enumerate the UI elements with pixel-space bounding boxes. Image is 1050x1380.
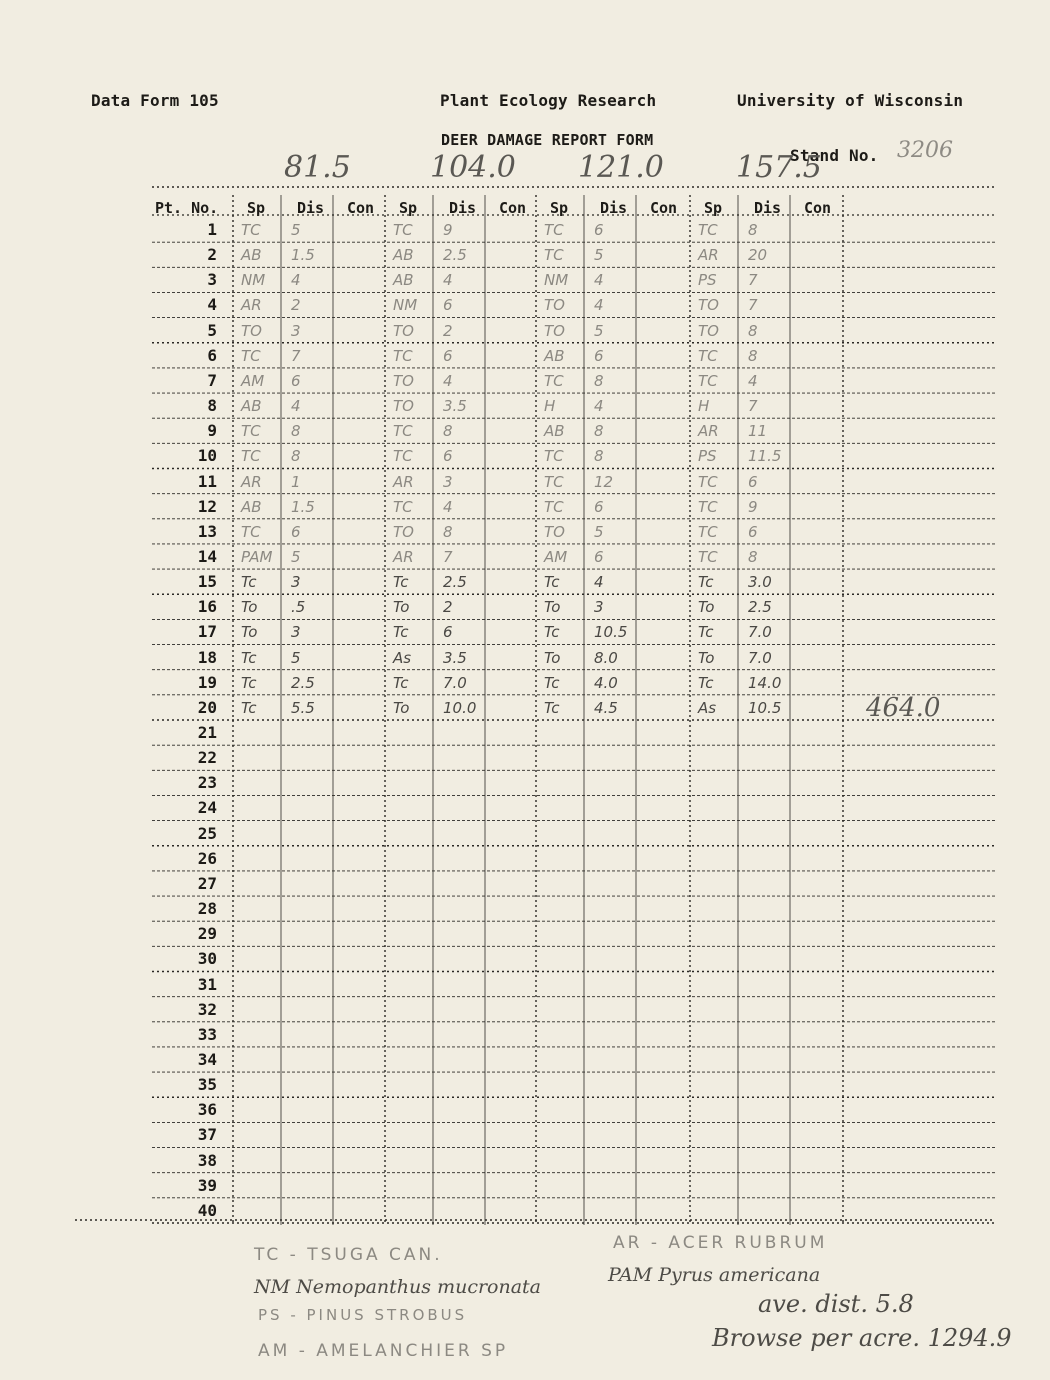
legend-tc: TC - TSUGA CAN. — [254, 1245, 443, 1265]
cell-dis: 3.0 — [748, 573, 772, 592]
cell-sp: Tc — [393, 573, 409, 592]
cell-dis: 3 — [291, 321, 301, 340]
point-number: 27 — [197, 873, 217, 893]
cell-dis: 5 — [291, 547, 301, 566]
cell-dis: 6 — [748, 472, 758, 491]
point-number: 38 — [197, 1150, 217, 1170]
cell-dis: 6 — [594, 346, 604, 365]
cell-sp: As — [698, 698, 717, 717]
cell-sp: PAM — [241, 547, 273, 566]
point-number: 21 — [197, 723, 217, 742]
cell-dis: 5 — [291, 221, 301, 239]
cell-dis: 7 — [291, 346, 301, 365]
cell-sp: Tc — [544, 673, 560, 692]
cell-dis: 4 — [443, 371, 453, 390]
university-label: University of Wisconsin — [737, 91, 964, 110]
cell-dis: 20 — [748, 246, 768, 265]
cell-dis: 4 — [594, 397, 604, 416]
stand-label: Stand No. — [790, 146, 879, 165]
cell-sp: Tc — [241, 648, 257, 667]
legend-ar: AR - ACER RUBRUM — [613, 1233, 828, 1253]
cell-sp: TC — [241, 221, 261, 239]
cell-sp: TC — [544, 497, 564, 516]
cell-sp: AR — [698, 246, 719, 265]
cell-dis: 5 — [291, 648, 301, 667]
average-distance: ave. dist. 5.8 — [758, 1290, 914, 1318]
point-number: 26 — [197, 848, 217, 868]
cell-sp: To — [698, 648, 715, 667]
column-total: 81.5 — [284, 150, 351, 185]
cell-sp: TC — [698, 547, 718, 566]
cell-sp: AB — [241, 246, 262, 265]
legend-am: AM - AMELANCHIER SP — [258, 1341, 509, 1361]
point-number: 5 — [207, 320, 217, 340]
cell-sp: TO — [544, 296, 565, 315]
point-number: 24 — [197, 798, 217, 818]
point-number: 14 — [197, 546, 217, 566]
cell-dis: 7 — [748, 397, 758, 416]
cell-dis: 2.5 — [748, 598, 772, 617]
legend-pam: PAM Pyrus americana — [608, 1264, 821, 1286]
cell-dis: 4 — [748, 371, 758, 390]
cell-sp: To — [544, 598, 561, 617]
point-number: 32 — [197, 999, 217, 1019]
point-number: 6 — [207, 345, 217, 365]
cell-sp: Tc — [393, 623, 409, 642]
cell-dis: 8 — [594, 371, 604, 390]
cell-dis: 2 — [443, 321, 453, 340]
point-number: 16 — [197, 597, 217, 617]
cell-dis: 8 — [748, 547, 758, 566]
column-header-con: Con — [804, 199, 832, 217]
cell-dis: 6 — [443, 447, 453, 466]
grand-total: 464.0 — [866, 693, 941, 723]
cell-dis: 6 — [594, 221, 604, 239]
cell-sp: As — [393, 648, 412, 667]
cell-sp: Tc — [698, 573, 714, 592]
column-header-dis: Dis — [754, 199, 782, 217]
cell-sp: AB — [241, 497, 262, 516]
cell-sp: TC — [544, 221, 564, 239]
cell-dis: 1.5 — [291, 246, 315, 265]
legend-nm: NM Nemopanthus mucronata — [254, 1276, 542, 1298]
cell-dis: 7.0 — [748, 648, 772, 667]
point-number: 20 — [197, 697, 217, 717]
cell-dis: 8 — [594, 422, 604, 441]
research-label: Plant Ecology Research — [440, 91, 657, 110]
cell-dis: 2.5 — [291, 673, 315, 692]
point-number: 12 — [197, 496, 217, 516]
cell-dis: 4.0 — [594, 673, 618, 692]
cell-dis: 8 — [748, 221, 758, 239]
cell-dis: 14.0 — [748, 673, 782, 692]
cell-sp: Tc — [241, 573, 257, 592]
cell-sp: AR — [698, 422, 719, 441]
cell-sp: AM — [241, 371, 265, 390]
point-number: 10 — [197, 446, 217, 466]
cell-dis: 8 — [443, 522, 453, 541]
point-number: 2 — [207, 245, 217, 265]
cell-dis: 8 — [443, 422, 453, 441]
column-header-dis: Dis — [297, 199, 325, 217]
form-title: DEER DAMAGE REPORT FORM — [441, 131, 654, 149]
point-number: 28 — [197, 899, 217, 919]
cell-dis: 8 — [594, 447, 604, 466]
cell-sp: TC — [393, 221, 413, 239]
cell-sp: TC — [241, 447, 261, 466]
cell-sp: TO — [393, 371, 414, 390]
cell-dis: 4 — [291, 397, 301, 416]
cell-sp: TC — [241, 522, 261, 541]
cell-sp: To — [393, 698, 410, 717]
point-number: 11 — [197, 471, 217, 491]
cell-sp: Tc — [241, 698, 257, 717]
legend-ps: PS - PINUS STROBUS — [258, 1306, 468, 1324]
cell-sp: Tc — [544, 698, 560, 717]
cell-dis: 3.5 — [443, 397, 467, 416]
point-number: 15 — [197, 572, 217, 592]
cell-sp: PS — [698, 271, 717, 290]
cell-dis: 3 — [291, 623, 301, 642]
cell-dis: 8 — [748, 346, 758, 365]
cell-dis: 6 — [443, 623, 453, 642]
cell-sp: TO — [544, 522, 565, 541]
cell-sp: TC — [544, 447, 564, 466]
column-header-con: Con — [650, 199, 678, 217]
cell-dis: 9 — [748, 497, 758, 516]
cell-dis: 2 — [443, 598, 453, 617]
cell-sp: TC — [698, 346, 718, 365]
cell-dis: 7.0 — [443, 673, 467, 692]
cell-dis: 8.0 — [594, 648, 618, 667]
cell-sp: TO — [393, 522, 414, 541]
cell-sp: TC — [698, 472, 718, 491]
cell-sp: TC — [393, 447, 413, 466]
cell-sp: Tc — [698, 623, 714, 642]
point-number: 39 — [197, 1175, 217, 1195]
cell-sp: AB — [393, 271, 414, 290]
form-label: Data Form 105 — [91, 91, 219, 110]
cell-dis: 2 — [291, 296, 301, 315]
column-total: 121.0 — [578, 150, 664, 185]
browse-per-acre: Browse per acre. 1294.9 — [712, 1324, 1012, 1352]
cell-dis: 10.5 — [748, 698, 782, 717]
cell-dis: 3 — [443, 472, 453, 491]
point-number: 9 — [207, 421, 217, 441]
column-header-sp: Sp — [247, 199, 266, 217]
pt-no-header: Pt. No. — [155, 199, 219, 217]
cell-dis: .5 — [291, 598, 306, 617]
point-number: 22 — [197, 748, 217, 768]
column-header-dis: Dis — [600, 199, 628, 217]
column-total: 104.0 — [430, 150, 516, 185]
cell-sp: TO — [698, 296, 719, 315]
cell-sp: To — [393, 598, 410, 617]
cell-dis: 3 — [291, 573, 301, 592]
cell-dis: 9 — [443, 221, 453, 239]
cell-dis: 10.0 — [443, 698, 477, 717]
column-header-dis: Dis — [449, 199, 477, 217]
point-number: 37 — [197, 1125, 217, 1145]
cell-sp: TO — [393, 397, 414, 416]
cell-sp: TC — [544, 472, 564, 491]
cell-sp: TC — [241, 422, 261, 441]
point-number: 23 — [197, 773, 217, 793]
cell-dis: 6 — [443, 296, 453, 315]
cell-sp: Tc — [241, 673, 257, 692]
cell-dis: 3 — [594, 598, 604, 617]
point-number: 17 — [197, 622, 217, 642]
cell-sp: NM — [393, 296, 418, 315]
cell-sp: To — [544, 648, 561, 667]
cell-sp: To — [241, 623, 258, 642]
column-header-sp: Sp — [550, 199, 569, 217]
cell-dis: 6 — [594, 497, 604, 516]
point-number: 25 — [197, 823, 217, 843]
cell-dis: 4 — [594, 296, 604, 315]
cell-sp: Tc — [544, 623, 560, 642]
point-number: 34 — [197, 1049, 217, 1069]
cell-sp: AM — [544, 547, 568, 566]
cell-dis: 5.5 — [291, 698, 315, 717]
cell-dis: 6 — [291, 371, 301, 390]
cell-sp: AB — [393, 246, 414, 265]
cell-sp: AB — [544, 346, 565, 365]
cell-dis: 1 — [291, 472, 301, 491]
cell-sp: TO — [698, 321, 719, 340]
cell-sp: H — [698, 397, 710, 416]
cell-dis: 11 — [748, 422, 768, 441]
point-number: 1 — [207, 220, 217, 239]
cell-sp: TC — [544, 371, 564, 390]
cell-sp: TC — [241, 346, 261, 365]
point-number: 30 — [197, 949, 217, 969]
cell-dis: 4 — [443, 497, 453, 516]
cell-sp: TO — [393, 321, 414, 340]
point-number: 19 — [197, 672, 217, 692]
cell-sp: AR — [241, 472, 262, 491]
point-number: 33 — [197, 1024, 217, 1044]
point-number: 29 — [197, 924, 217, 944]
cell-sp: TO — [241, 321, 262, 340]
cell-sp: AR — [393, 547, 414, 566]
cell-sp: AB — [241, 397, 262, 416]
cell-dis: 6 — [291, 522, 301, 541]
cell-sp: TC — [393, 497, 413, 516]
cell-dis: 4 — [594, 573, 604, 592]
column-header-con: Con — [347, 199, 375, 217]
cell-sp: PS — [698, 447, 717, 466]
cell-dis: 6 — [594, 547, 604, 566]
cell-dis: 4 — [443, 271, 453, 290]
cell-sp: To — [698, 598, 715, 617]
cell-dis: 8 — [291, 422, 301, 441]
cell-dis: 6 — [748, 522, 758, 541]
column-header-sp: Sp — [704, 199, 723, 217]
cell-dis: 7 — [748, 271, 758, 290]
stand-value: 3206 — [897, 138, 953, 163]
point-number: 3 — [207, 270, 217, 290]
cell-sp: AR — [393, 472, 414, 491]
cell-sp: Tc — [393, 673, 409, 692]
cell-sp: TC — [698, 221, 718, 239]
cell-sp: H — [544, 397, 556, 416]
cell-dis: 4 — [291, 271, 301, 290]
cell-sp: TC — [393, 346, 413, 365]
point-number: 13 — [197, 521, 217, 541]
cell-sp: Tc — [698, 673, 714, 692]
cell-dis: 5 — [594, 246, 604, 265]
point-number: 36 — [197, 1100, 217, 1120]
cell-dis: 3.5 — [443, 648, 467, 667]
cell-dis: 8 — [748, 321, 758, 340]
cell-dis: 11.5 — [748, 447, 782, 466]
cell-sp: NM — [241, 271, 266, 290]
point-number: 4 — [207, 295, 217, 315]
point-number: 40 — [197, 1200, 217, 1220]
point-number: 35 — [197, 1075, 217, 1095]
point-number: 8 — [207, 396, 217, 416]
column-header-sp: Sp — [399, 199, 418, 217]
cell-sp: Tc — [544, 573, 560, 592]
cell-sp: TC — [698, 371, 718, 390]
cell-sp: TC — [393, 422, 413, 441]
point-number: 18 — [197, 647, 217, 667]
cell-sp: TC — [698, 497, 718, 516]
cell-dis: 2.5 — [443, 246, 467, 265]
column-total: 157.5 — [736, 150, 822, 185]
cell-sp: To — [241, 598, 258, 617]
cell-dis: 4.5 — [594, 698, 618, 717]
cell-sp: AB — [544, 422, 565, 441]
cell-dis: 7 — [443, 547, 453, 566]
cell-sp: TC — [698, 522, 718, 541]
cell-dis: 2.5 — [443, 573, 467, 592]
cell-sp: NM — [544, 271, 569, 290]
point-number: 31 — [197, 974, 217, 994]
cell-dis: 10.5 — [594, 623, 628, 642]
cell-dis: 7 — [748, 296, 758, 315]
cell-sp: AR — [241, 296, 262, 315]
cell-dis: 6 — [443, 346, 453, 365]
cell-dis: 7.0 — [748, 623, 772, 642]
cell-dis: 1.5 — [291, 497, 315, 516]
cell-dis: 8 — [291, 447, 301, 466]
cell-dis: 12 — [594, 472, 614, 491]
cell-dis: 5 — [594, 321, 604, 340]
cell-sp: TC — [544, 246, 564, 265]
cell-sp: TO — [544, 321, 565, 340]
point-number: 7 — [207, 370, 217, 390]
cell-dis: 4 — [594, 271, 604, 290]
column-header-con: Con — [499, 199, 527, 217]
cell-dis: 5 — [594, 522, 604, 541]
